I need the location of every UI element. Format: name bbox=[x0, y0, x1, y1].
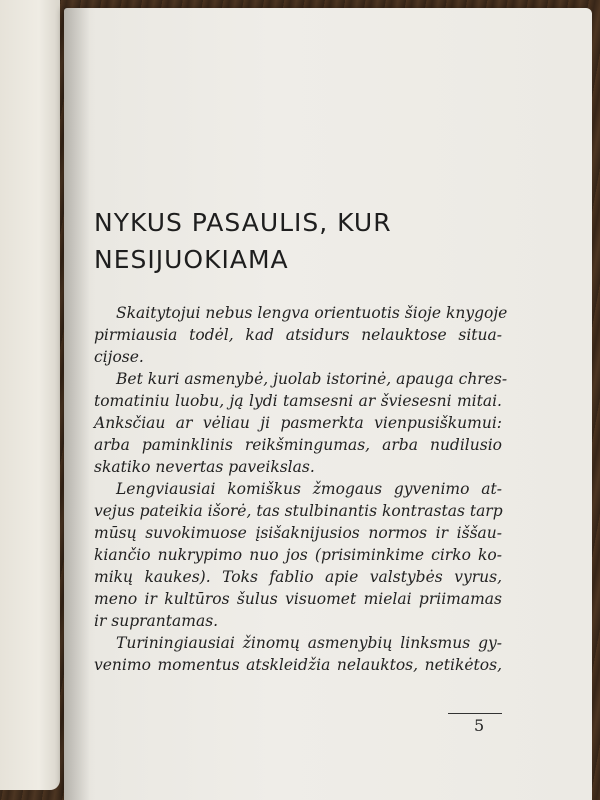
text-line: Skaitytojui nebus lengva orientuotis šioje knygoje bbox=[116, 304, 508, 322]
book-page bbox=[64, 8, 592, 800]
text-line: Anksčiau ar vėliau ji pasmerkta vienpusiškumui: bbox=[94, 414, 502, 432]
text-line: kiančio nukrypimo nuo jos (prisiminkime cirko ko- bbox=[94, 546, 502, 564]
page-number: 5 bbox=[474, 716, 485, 735]
text-line: Turiningiausiai žinomų asmenybių linksmus gy- bbox=[116, 634, 502, 652]
chapter-title-line-2: NESIJUOKIAMA bbox=[94, 245, 289, 274]
spine-shadow bbox=[64, 8, 90, 800]
chapter-title bbox=[94, 204, 514, 278]
page-number-rule bbox=[448, 713, 502, 714]
text-line: venimo momentus atskleidžia nelauktos, netikėtos, bbox=[94, 656, 502, 674]
body-text bbox=[94, 302, 508, 676]
facing-page bbox=[0, 0, 60, 790]
text-line: cijose. bbox=[94, 348, 144, 366]
text-line: mūsų suvokimuose įsišaknijusios normos ir iššau- bbox=[94, 524, 502, 542]
text-line: Bet kuri asmenybė, juolab istorinė, apauga chres- bbox=[116, 370, 508, 388]
text-line: pirmiausia todėl, kad atsidurs nelauktose situa- bbox=[94, 326, 502, 344]
text-line: skatiko nevertas paveikslas. bbox=[94, 458, 315, 476]
text-line: meno ir kultūros šulus visuomet mielai priimamas bbox=[94, 590, 502, 608]
text-line: arba paminklinis reikšmingumas, arba nudilusio bbox=[94, 436, 502, 454]
text-line: Lengviausiai komiškus žmogaus gyvenimo at- bbox=[116, 480, 502, 498]
text-line: tomatiniu luobu, ją lydi tamsesni ar šviesesni mitai. bbox=[94, 392, 502, 410]
text-line: vejus pateikia išorė, tas stulbinantis kontrastas tarp bbox=[94, 502, 503, 520]
chapter-title-line-1: NYKUS PASAULIS, KUR bbox=[94, 208, 392, 237]
text-line: mikų kaukes). Toks fablio apie valstybės vyrus, bbox=[94, 568, 502, 586]
text-line: ir suprantamas. bbox=[94, 612, 219, 630]
